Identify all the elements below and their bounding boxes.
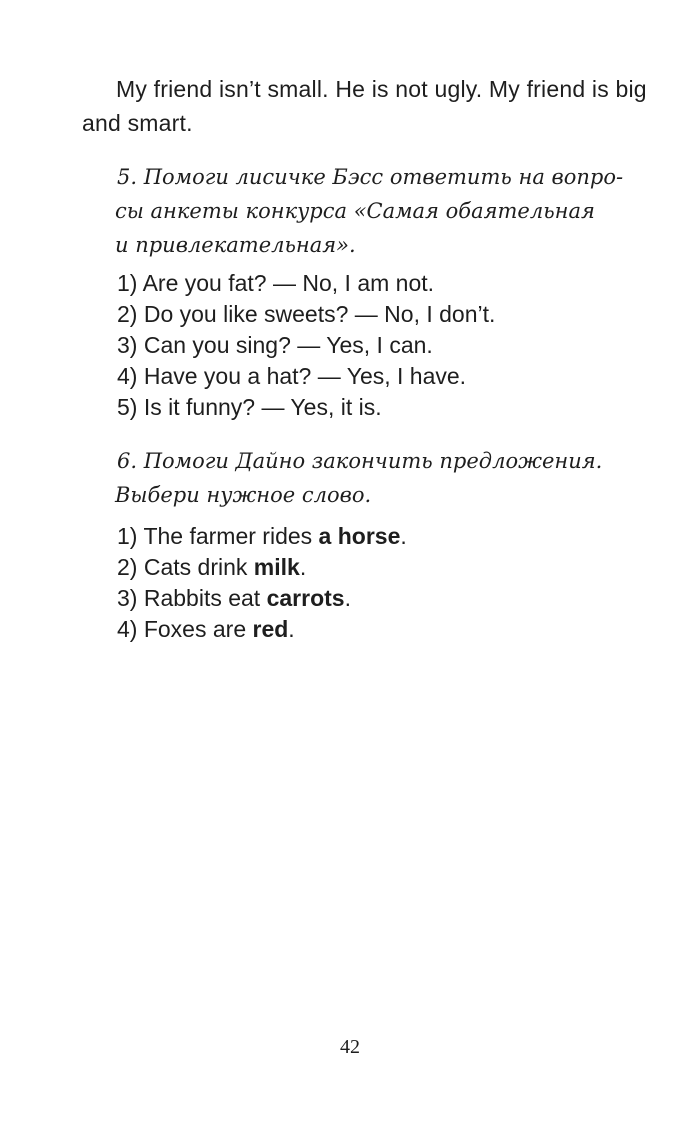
task-6-line: 6. Помоги Дайно закончить предложения. (117, 449, 603, 473)
sentence-text: Rabbits eat (143, 585, 267, 611)
task-6-instruction (117, 444, 648, 512)
sentence-end: . (344, 585, 351, 611)
item-number: 2) (117, 301, 138, 327)
answer-text: Do you like sweets? — No, I don’t. (143, 301, 496, 327)
task-5-line: и привлекательная». (115, 233, 356, 257)
sentence-text: Cats drink (143, 554, 254, 580)
sentence-end: . (288, 616, 295, 642)
answer-text: Have you a hat? — Yes, I have. (143, 363, 467, 389)
answer-text: Are you fat? — No, I am not. (142, 270, 435, 296)
chosen-word: red (252, 616, 289, 642)
sentence-item (117, 583, 637, 614)
sentence-text: Foxes are (143, 616, 253, 642)
answer-item (117, 330, 637, 361)
answer-text: Can you sing? — Yes, I can. (143, 332, 433, 358)
item-number: 3) (117, 585, 138, 611)
sentence-item (117, 552, 637, 583)
item-number: 1) (117, 270, 138, 296)
chosen-word: a horse (318, 523, 401, 549)
item-number: 4) (117, 616, 138, 642)
sentence-end: . (299, 554, 307, 580)
sentence-item (117, 614, 637, 645)
task-6-line: Выбери нужное слово. (115, 483, 372, 507)
sentence-end: . (400, 523, 407, 549)
sentence-item (117, 521, 637, 552)
chosen-word: milk (253, 554, 300, 580)
chosen-word: carrots (266, 585, 345, 611)
task-6-answers (117, 521, 637, 645)
item-number: 3) (117, 332, 138, 358)
task-5-answers (117, 268, 637, 423)
answer-item (117, 361, 637, 392)
task-5-line: сы анкеты конкурса «Самая обаятельная (115, 199, 595, 223)
item-number: 5) (117, 394, 138, 420)
answer-item (117, 392, 637, 423)
item-number: 2) (117, 554, 138, 580)
answer-item (117, 268, 637, 299)
task-5-instruction (117, 160, 648, 262)
intro-paragraph: My friend isn’t small. He is not ugly. My friend is big and smart. (82, 76, 647, 136)
item-number: 1) (117, 523, 138, 549)
sentence-text: The farmer rides (143, 523, 319, 549)
answer-text: Is it funny? — Yes, it is. (143, 394, 382, 420)
item-number: 4) (117, 363, 138, 389)
task-5-line: 5. Помоги лисичке Бэсс ответить на вопро- (117, 165, 624, 189)
answer-item (117, 299, 637, 330)
page-number: 42 (340, 1036, 360, 1058)
